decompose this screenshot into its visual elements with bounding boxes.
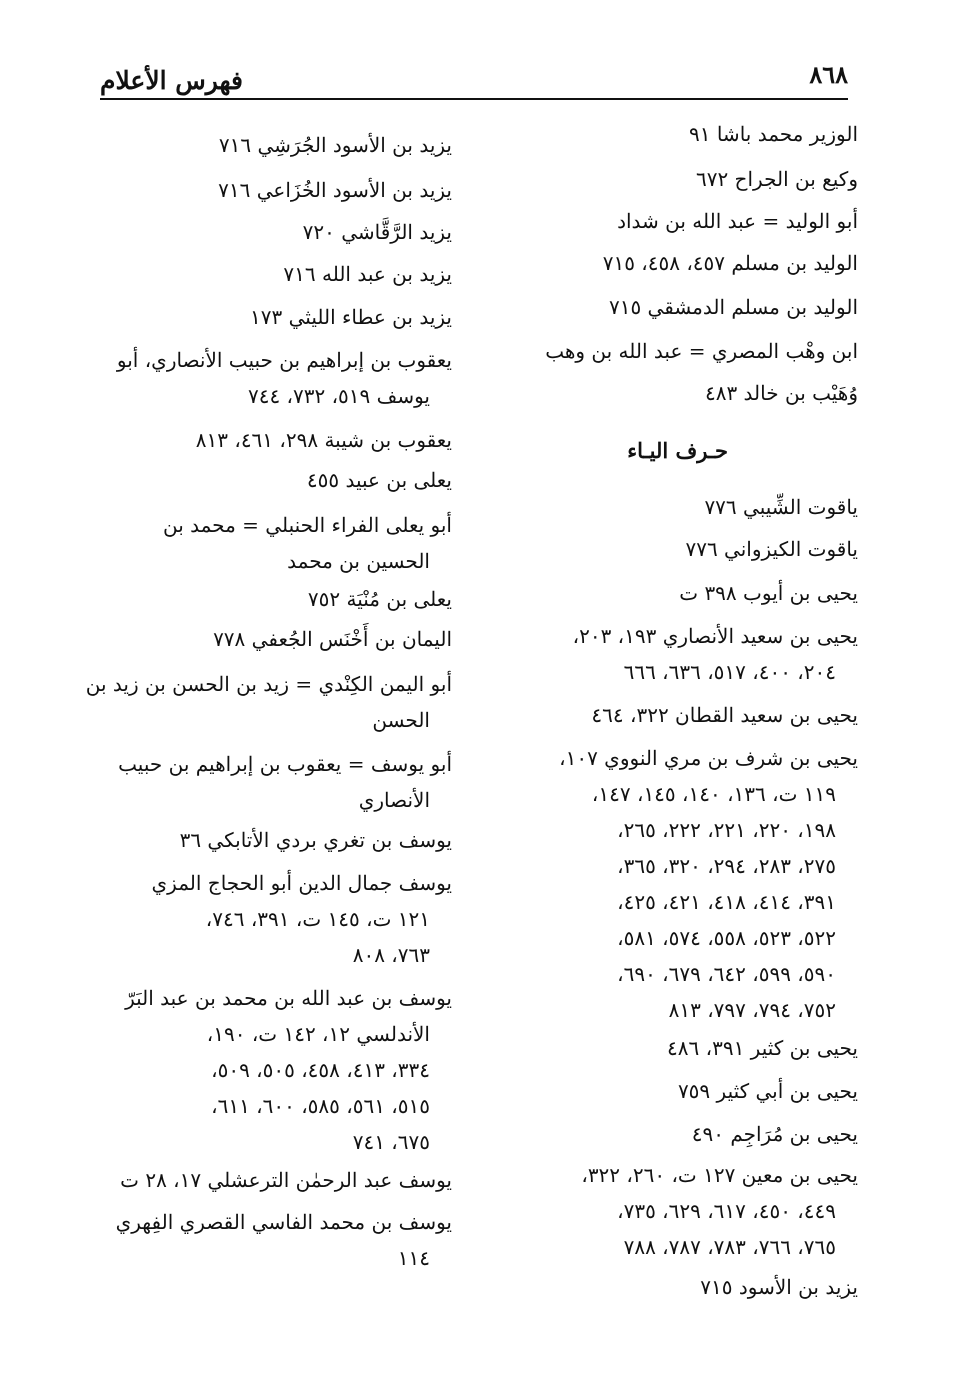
index-entry: يزيد بن عبد الله ٧١٦ <box>283 262 452 286</box>
index-entry: يزيد بن الأسود الجُرَشِي ٧١٦ <box>218 133 452 157</box>
entry-line: يوسف جمال الدين أبو الحجاج المزي <box>151 871 452 895</box>
index-entry: يوسف عبد الرحمٰن الترعشلي ١٧، ٢٨ ت <box>120 1168 452 1192</box>
index-entry: يعقوب بن شيبة ٢٩٨، ٤٦١، ٨١٣ <box>195 428 452 452</box>
index-entry <box>92 980 452 1160</box>
entry-continuation: ٥٩٠، ٥٩٩، ٦٤٢، ٦٧٩، ٦٩٠، <box>617 962 836 986</box>
index-entry <box>92 1204 452 1276</box>
index-entry: ابن وهْب المصري = عبد الله بن وهب <box>545 339 858 363</box>
index-entry <box>92 746 452 818</box>
entry-continuation: يوسف ٥١٩، ٧٣٢، ٧٤٤ <box>247 384 430 408</box>
entry-line: يحيى بن سعيد الأنصاري ١٩٣، ٢٠٣، <box>572 624 858 648</box>
index-entry <box>85 666 452 738</box>
index-entry <box>488 618 858 690</box>
entry-line: يحيى بن معين ١٢٧ ت، ٢٦٠، ٣٢٢، <box>581 1163 858 1187</box>
index-entry: وكيع بن الجراح ٦٧٢ <box>695 167 858 191</box>
index-entry: الوزير محمد باشا ٩١ <box>689 122 858 146</box>
entry-continuation: ١١٤ <box>397 1246 430 1270</box>
entry-continuation: الأندلسي ١٢، ١٤٢ ت، ١٩٠، <box>206 1022 430 1046</box>
index-entry: يحيى بن سعيد القطان ٣٢٢، ٤٦٤ <box>591 703 858 727</box>
index-entry: ياقوت الكيزواني ٧٧٦ <box>685 537 858 561</box>
entry-continuation: ٤٤٩، ٤٥٠، ٦١٧، ٦٢٩، ٧٣٥، <box>617 1199 836 1223</box>
entry-line: يحيى بن شرف بن مري النووي ١٠٧، <box>559 746 858 770</box>
index-entry <box>92 507 452 579</box>
index-entry: يحيى بن أيوب ٣٩٨ ت <box>679 581 858 605</box>
index-entry: يحيى بن مُرَاجِم ٤٩٠ <box>691 1122 858 1146</box>
entry-line: يوسف بن عبد الله بن محمد بن عبد البَرّ <box>125 986 452 1010</box>
index-entry: أبو الوليد = عبد الله بن شداد <box>617 209 858 233</box>
entry-continuation: ٣٣٤، ٤١٣، ٤٥٨، ٥٠٥، ٥٠٩، <box>211 1058 430 1082</box>
entry-continuation: ١٩٨، ٢٢٠، ٢٢١، ٢٢٢، ٢٦٥، <box>617 818 836 842</box>
index-entry: يزيد بن الأسود ٧١٥ <box>700 1275 858 1299</box>
index-entry: يزيد بن عطاء الليثي ١٧٣ <box>250 305 452 329</box>
entry-continuation: ١٢١ ت، ١٤٥ ت، ٣٩١، ٧٤٦، <box>205 907 430 931</box>
entry-continuation: ٧٦٣، ٨٠٨ <box>352 943 430 967</box>
entry-continuation: ٧٦٥، ٧٦٦، ٧٨٣، ٧٨٧، ٧٨٨ <box>623 1235 836 1259</box>
index-entry <box>92 342 452 414</box>
entry-continuation: ٦٧٥، ٧٤١ <box>352 1130 430 1154</box>
entry-continuation: ٧٥٢، ٧٩٤، ٧٩٧، ٨١٣ <box>668 998 836 1022</box>
entry-continuation: ١١٩ ت، ١٣٦، ١٤٠، ١٤٥، ١٤٧، <box>591 782 836 806</box>
entry-continuation: الأنصاري <box>358 788 430 812</box>
page-number: ٨٦٨ <box>809 60 848 89</box>
entry-line: أبو يوسف = يعقوب بن إبراهيم بن حبيب <box>118 752 452 776</box>
index-entry: يعلى بن عبيد ٤٥٥ <box>306 468 452 492</box>
index-entry: الوليد بن مسلم ٤٥٧، ٤٥٨، ٧١٥ <box>602 251 858 275</box>
page-title: فهرس الأعلام <box>100 66 244 95</box>
entry-continuation: ٢٠٤، ٤٠٠، ٥١٧، ٦٣٦، ٦٦٦ <box>623 660 836 684</box>
entry-line: أبو اليمن الكِنْدي = زيد بن الحسن بن زيد بن <box>85 672 452 696</box>
entry-continuation: الحسين بن محمد <box>287 549 430 573</box>
entry-continuation: الحسن <box>372 708 430 732</box>
index-entry: يزيد الرَّقَّاشي ٧٢٠ <box>302 220 452 244</box>
index-entry: يوسف بن تغري بردي الأتابكي ٣٦ <box>179 828 452 852</box>
entry-continuation: ٥٢٢، ٥٢٣، ٥٥٨، ٥٧٤، ٥٨١، <box>617 926 836 950</box>
index-entry: وُهَيْب بن خالد ٤٨٣ <box>704 381 858 405</box>
index-entry: الوليد بن مسلم الدمشقي ٧١٥ <box>608 295 858 319</box>
entry-line: يوسف بن محمد الفاسي القصري الفِهري <box>115 1210 452 1234</box>
entry-continuation: ٣٩١، ٤١٤، ٤١٨، ٤٢١، ٤٢٥، <box>617 890 836 914</box>
entry-line: أبو يعلى الفراء الحنبلي = محمد بن <box>162 513 452 537</box>
entry-continuation: ٢٧٥، ٢٨٣، ٢٩٤، ٣٢٠، ٣٦٥، <box>617 854 836 878</box>
section-title: حـرف اليـاء <box>627 438 728 463</box>
index-entry: اليمان بن أَخْنَس الجُعفي ٧٧٨ <box>213 627 452 651</box>
index-entry <box>92 865 452 973</box>
entry-continuation: ٥١٥، ٥٦١، ٥٨٥، ٦٠٠، ٦١١، <box>211 1094 430 1118</box>
index-entry <box>488 1157 858 1265</box>
index-entry <box>488 740 858 1028</box>
index-entry: يحيى بن كثير ٣٩١، ٤٨٦ <box>667 1036 858 1060</box>
index-entry: ياقوت الشِّيبي ٧٧٦ <box>704 495 858 519</box>
index-entry: يعلى بن مُنْيَة ٧٥٢ <box>307 587 452 611</box>
entry-line: يعقوب بن إبراهيم بن حبيب الأنصاري، أبو <box>116 348 452 372</box>
page-header <box>100 58 848 100</box>
index-entry: يزيد بن الأسود الخُزَاعي ٧١٦ <box>218 178 452 202</box>
index-entry: يحيى بن أبي كثير ٧٥٩ <box>677 1079 858 1103</box>
